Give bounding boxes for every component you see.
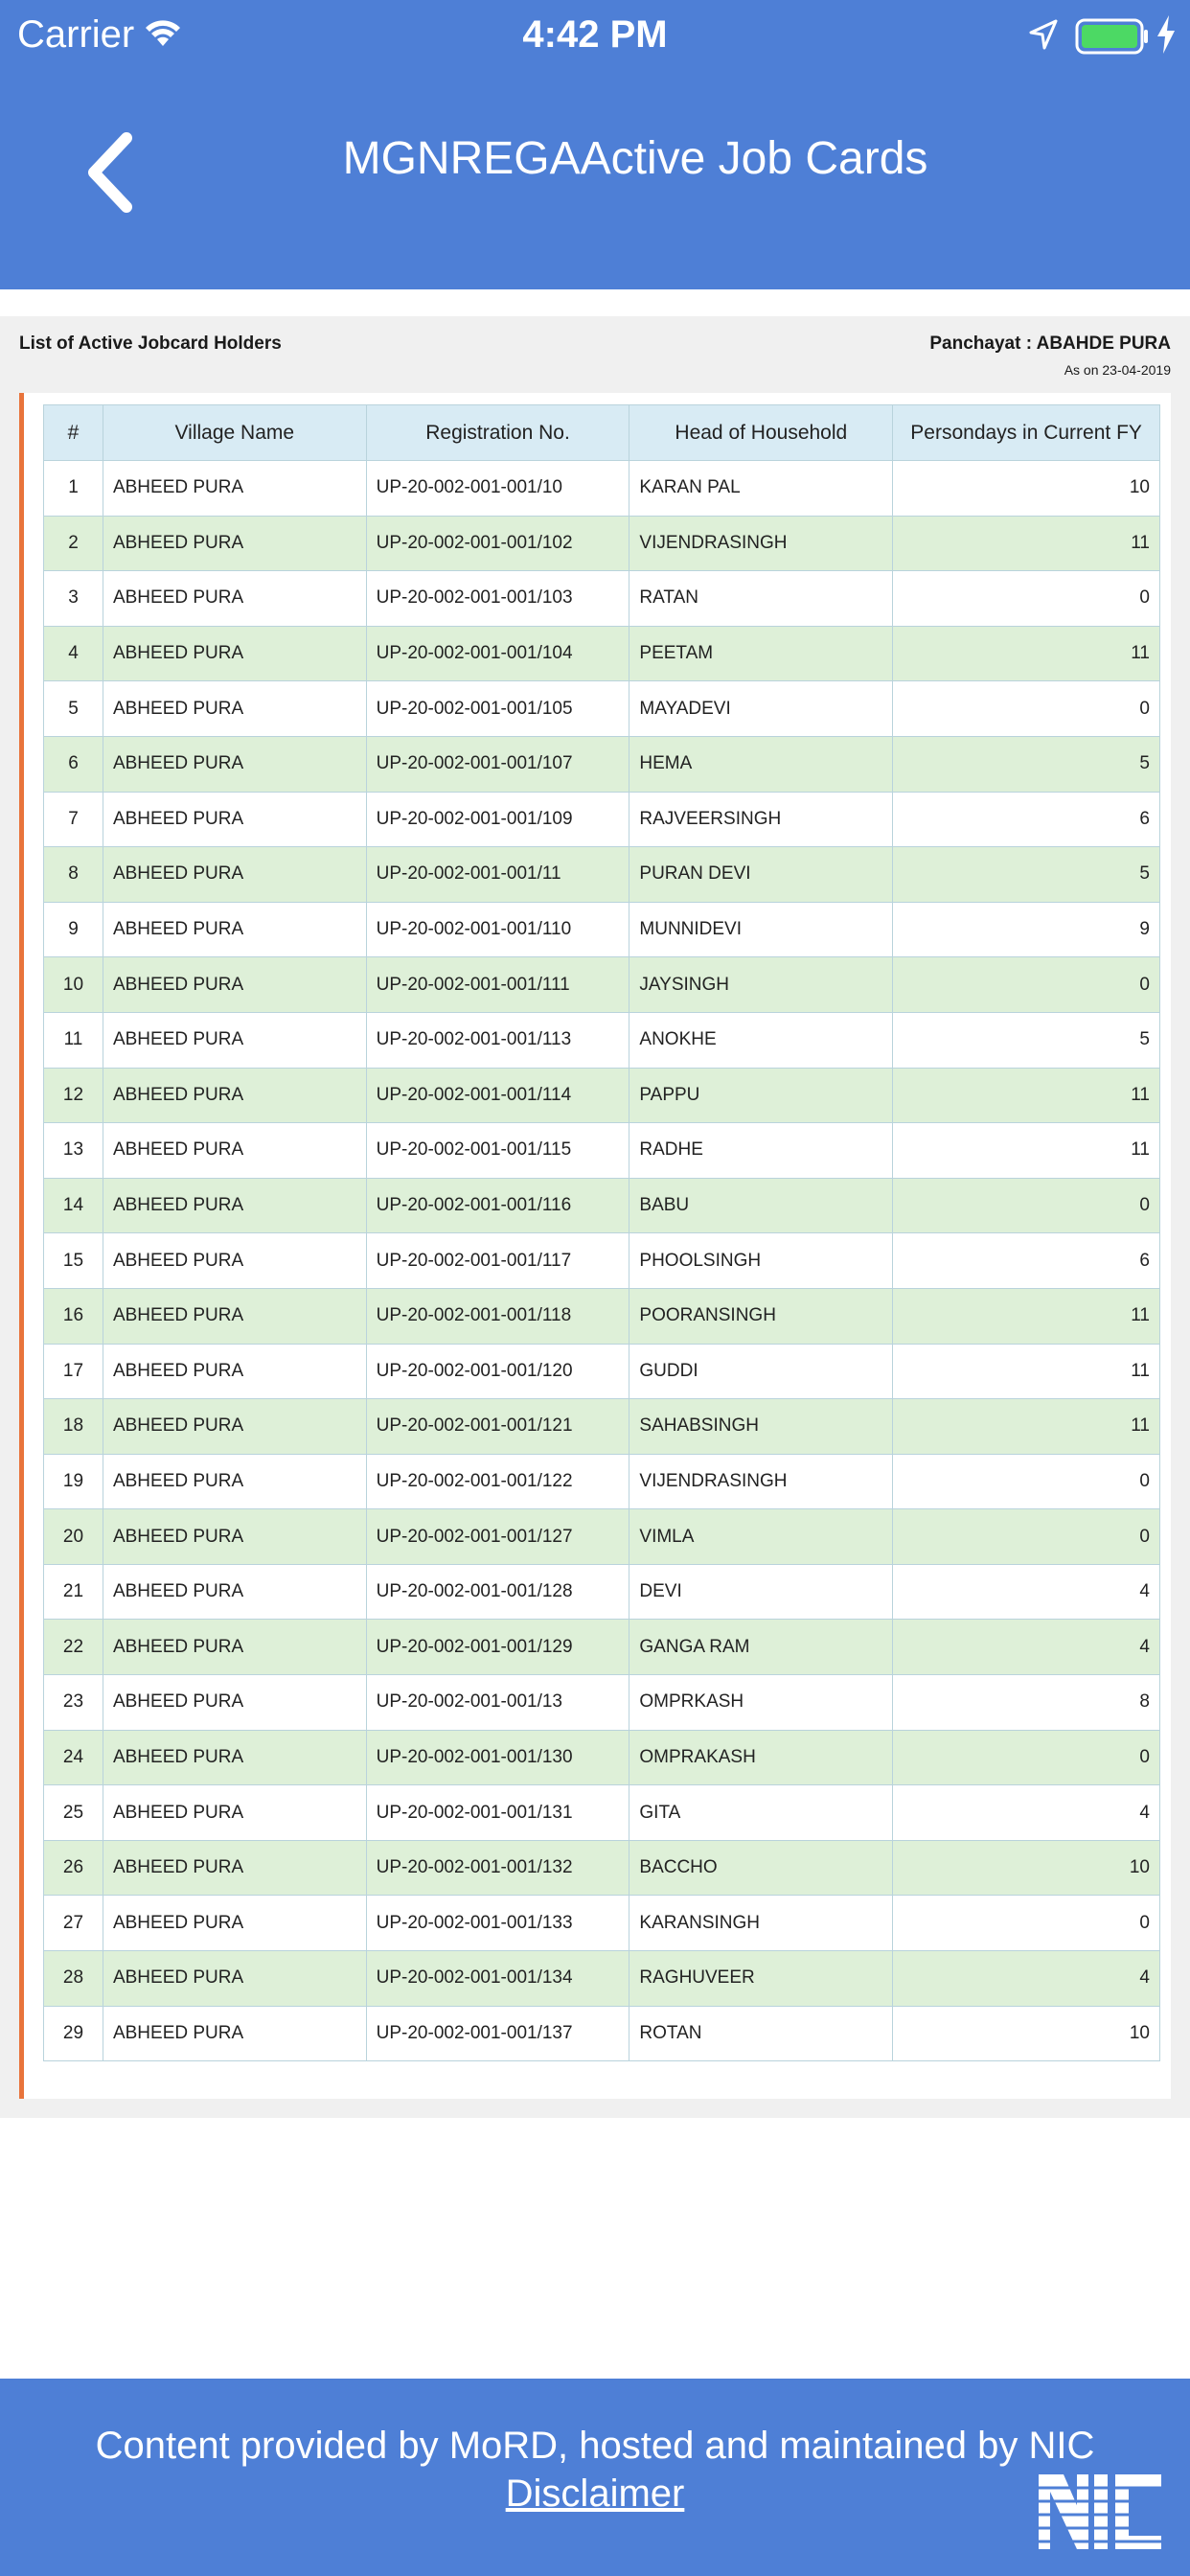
cell-household: RAGHUVEER (629, 1951, 893, 2007)
table-row (44, 461, 1160, 517)
cell-index: 29 (44, 2006, 103, 2061)
table-row (44, 1840, 1160, 1896)
cell-index: 13 (44, 1123, 103, 1179)
cell-village: ABHEED PURA (103, 1840, 366, 1896)
cell-index: 15 (44, 1233, 103, 1289)
cell-village: ABHEED PURA (103, 571, 366, 627)
cell-household: PHOOLSINGH (629, 1233, 893, 1289)
cell-village: ABHEED PURA (103, 1509, 366, 1565)
cell-registration: UP-20-002-001-001/131 (366, 1785, 629, 1841)
cell-index: 10 (44, 957, 103, 1013)
cell-household: MUNNIDEVI (629, 902, 893, 957)
cell-registration: UP-20-002-001-001/116 (366, 1178, 629, 1233)
cell-persondays: 10 (893, 1840, 1160, 1896)
footer-credit: Content provided by MoRD, hosted and maintained by NIC (95, 2425, 1095, 2467)
cell-registration: UP-20-002-001-001/120 (366, 1344, 629, 1399)
table-row (44, 1564, 1160, 1620)
cell-persondays: 5 (893, 847, 1160, 903)
table-row (44, 1454, 1160, 1509)
cell-persondays: 0 (893, 681, 1160, 737)
cell-persondays: 0 (893, 1454, 1160, 1509)
cell-index: 3 (44, 571, 103, 627)
cell-household: POORANSINGH (629, 1288, 893, 1344)
cell-persondays: 11 (893, 626, 1160, 681)
cell-persondays: 10 (893, 2006, 1160, 2061)
cell-registration: UP-20-002-001-001/104 (366, 626, 629, 681)
cell-registration: UP-20-002-001-001/114 (366, 1068, 629, 1123)
cell-registration: UP-20-002-001-001/113 (366, 1012, 629, 1068)
status-bar (0, 0, 1190, 73)
table-row (44, 1288, 1160, 1344)
cell-village: ABHEED PURA (103, 1564, 366, 1620)
status-time: 4:42 PM (522, 13, 668, 56)
cell-persondays: 0 (893, 1730, 1160, 1785)
cell-registration: UP-20-002-001-001/129 (366, 1620, 629, 1675)
table-row (44, 902, 1160, 957)
cell-village: ABHEED PURA (103, 1785, 366, 1841)
cell-registration: UP-20-002-001-001/118 (366, 1288, 629, 1344)
cell-village: ABHEED PURA (103, 957, 366, 1013)
cell-registration: UP-20-002-001-001/134 (366, 1951, 629, 2007)
cell-village: ABHEED PURA (103, 516, 366, 571)
cell-household: OMPRKASH (629, 1675, 893, 1731)
cell-index: 11 (44, 1012, 103, 1068)
table-row (44, 1951, 1160, 2007)
cell-registration: UP-20-002-001-001/117 (366, 1233, 629, 1289)
cell-registration: UP-20-002-001-001/121 (366, 1399, 629, 1455)
cell-persondays: 11 (893, 1344, 1160, 1399)
cell-household: RAJVEERSINGH (629, 792, 893, 847)
table-row (44, 1730, 1160, 1785)
cell-registration: UP-20-002-001-001/127 (366, 1509, 629, 1565)
cell-persondays: 5 (893, 1012, 1160, 1068)
cell-index: 28 (44, 1951, 103, 2007)
disclaimer-link[interactable]: Disclaimer (505, 2472, 685, 2515)
table-row (44, 516, 1160, 571)
cell-persondays: 4 (893, 1785, 1160, 1841)
jobcard-table (43, 404, 1160, 2061)
cell-persondays: 0 (893, 1896, 1160, 1951)
cell-persondays: 8 (893, 1675, 1160, 1731)
table-row (44, 1068, 1160, 1123)
cell-persondays: 11 (893, 1123, 1160, 1179)
as-on-date: As on 23-04-2019 (1064, 362, 1171, 378)
cell-registration: UP-20-002-001-001/10 (366, 461, 629, 517)
cell-persondays: 10 (893, 461, 1160, 517)
cell-village: ABHEED PURA (103, 1730, 366, 1785)
table-row (44, 626, 1160, 681)
location-arrow-icon (1029, 19, 1058, 50)
cell-household: VIJENDRASINGH (629, 1454, 893, 1509)
cell-registration: UP-20-002-001-001/132 (366, 1840, 629, 1896)
cell-index: 16 (44, 1288, 103, 1344)
app-header (0, 0, 1190, 289)
cell-persondays: 0 (893, 957, 1160, 1013)
cell-household: SAHABSINGH (629, 1399, 893, 1455)
cell-village: ABHEED PURA (103, 1344, 366, 1399)
cell-persondays: 4 (893, 1951, 1160, 2007)
cell-village: ABHEED PURA (103, 1951, 366, 2007)
table-row (44, 1896, 1160, 1951)
cell-household: BABU (629, 1178, 893, 1233)
cell-village: ABHEED PURA (103, 1454, 366, 1509)
cell-household: JAYSINGH (629, 957, 893, 1013)
page-title: MGNREGAActive Job Cards (342, 133, 928, 184)
cell-persondays: 11 (893, 1068, 1160, 1123)
column-header-registration: Registration No. (366, 405, 629, 461)
column-header-household: Head of Household (629, 405, 893, 461)
cell-persondays: 5 (893, 736, 1160, 792)
footer (0, 2379, 1190, 2576)
table-row (44, 1620, 1160, 1675)
cell-village: ABHEED PURA (103, 736, 366, 792)
cell-household: ROTAN (629, 2006, 893, 2061)
cell-registration: UP-20-002-001-001/130 (366, 1730, 629, 1785)
column-header-persondays: Persondays in Current FY (893, 405, 1160, 461)
cell-registration: UP-20-002-001-001/110 (366, 902, 629, 957)
cell-registration: UP-20-002-001-001/128 (366, 1564, 629, 1620)
list-title: List of Active Jobcard Holders (19, 334, 282, 354)
cell-index: 14 (44, 1178, 103, 1233)
cell-persondays: 6 (893, 792, 1160, 847)
cell-village: ABHEED PURA (103, 626, 366, 681)
nic-logo (1039, 2469, 1163, 2555)
cell-index: 22 (44, 1620, 103, 1675)
cell-village: ABHEED PURA (103, 1012, 366, 1068)
cell-registration: UP-20-002-001-001/133 (366, 1896, 629, 1951)
table-row (44, 1233, 1160, 1289)
cell-persondays: 0 (893, 571, 1160, 627)
cell-village: ABHEED PURA (103, 681, 366, 737)
table-row (44, 1399, 1160, 1455)
cell-persondays: 6 (893, 1233, 1160, 1289)
cell-village: ABHEED PURA (103, 1675, 366, 1731)
table-header-row (44, 405, 1160, 461)
cell-registration: UP-20-002-001-001/105 (366, 681, 629, 737)
cell-persondays: 11 (893, 1399, 1160, 1455)
cell-index: 4 (44, 626, 103, 681)
carrier-label: Carrier (17, 13, 135, 56)
cell-village: ABHEED PURA (103, 1123, 366, 1179)
cell-village: ABHEED PURA (103, 1288, 366, 1344)
cell-village: ABHEED PURA (103, 1233, 366, 1289)
table-row (44, 1123, 1160, 1179)
cell-registration: UP-20-002-001-001/122 (366, 1454, 629, 1509)
cell-persondays: 11 (893, 516, 1160, 571)
cell-household: DEVI (629, 1564, 893, 1620)
table-row (44, 1509, 1160, 1565)
cell-index: 12 (44, 1068, 103, 1123)
table-row (44, 1178, 1160, 1233)
cell-household: VIJENDRASINGH (629, 516, 893, 571)
cell-index: 17 (44, 1344, 103, 1399)
cell-index: 8 (44, 847, 103, 903)
cell-index: 25 (44, 1785, 103, 1841)
cell-household: RATAN (629, 571, 893, 627)
cell-village: ABHEED PURA (103, 792, 366, 847)
cell-village: ABHEED PURA (103, 847, 366, 903)
cell-persondays: 4 (893, 1620, 1160, 1675)
cell-index: 6 (44, 736, 103, 792)
cell-household: ANOKHE (629, 1012, 893, 1068)
table-row (44, 1344, 1160, 1399)
cell-registration: UP-20-002-001-001/13 (366, 1675, 629, 1731)
panchayat-label: Panchayat : ABAHDE PURA (929, 334, 1171, 354)
cell-registration: UP-20-002-001-001/137 (366, 2006, 629, 2061)
cell-index: 18 (44, 1399, 103, 1455)
cell-household: PURAN DEVI (629, 847, 893, 903)
cell-persondays: 4 (893, 1564, 1160, 1620)
cell-village: ABHEED PURA (103, 2006, 366, 2061)
cell-index: 23 (44, 1675, 103, 1731)
cell-household: KARANSINGH (629, 1896, 893, 1951)
table-container (19, 393, 1171, 2099)
cell-index: 9 (44, 902, 103, 957)
column-header-index: # (44, 405, 103, 461)
table-row (44, 2006, 1160, 2061)
cell-persondays: 9 (893, 902, 1160, 957)
cell-index: 24 (44, 1730, 103, 1785)
cell-index: 1 (44, 461, 103, 517)
cell-index: 20 (44, 1509, 103, 1565)
cell-persondays: 11 (893, 1288, 1160, 1344)
cell-registration: UP-20-002-001-001/11 (366, 847, 629, 903)
table-body (44, 461, 1160, 2061)
cell-index: 26 (44, 1840, 103, 1896)
table-row (44, 736, 1160, 792)
cell-index: 7 (44, 792, 103, 847)
cell-village: ABHEED PURA (103, 1178, 366, 1233)
cell-household: RADHE (629, 1123, 893, 1179)
cell-household: BACCHO (629, 1840, 893, 1896)
cell-registration: UP-20-002-001-001/115 (366, 1123, 629, 1179)
cell-village: ABHEED PURA (103, 461, 366, 517)
cell-registration: UP-20-002-001-001/103 (366, 571, 629, 627)
cell-index: 27 (44, 1896, 103, 1951)
cell-household: VIMLA (629, 1509, 893, 1565)
cell-index: 21 (44, 1564, 103, 1620)
cell-household: GANGA RAM (629, 1620, 893, 1675)
cell-index: 2 (44, 516, 103, 571)
cell-village: ABHEED PURA (103, 1620, 366, 1675)
table-row (44, 571, 1160, 627)
cell-household: PEETAM (629, 626, 893, 681)
header-spacer (0, 289, 1190, 316)
cell-index: 5 (44, 681, 103, 737)
cell-persondays: 0 (893, 1509, 1160, 1565)
cell-village: ABHEED PURA (103, 1399, 366, 1455)
cell-household: GUDDI (629, 1344, 893, 1399)
cell-registration: UP-20-002-001-001/109 (366, 792, 629, 847)
cell-village: ABHEED PURA (103, 1068, 366, 1123)
table-row (44, 957, 1160, 1013)
battery-icon (1075, 17, 1150, 56)
cell-household: MAYADEVI (629, 681, 893, 737)
column-header-village: Village Name (103, 405, 366, 461)
table-row (44, 1012, 1160, 1068)
cell-village: ABHEED PURA (103, 1896, 366, 1951)
table-row (44, 1675, 1160, 1731)
table-row (44, 792, 1160, 847)
cell-household: KARAN PAL (629, 461, 893, 517)
cell-household: OMPRAKASH (629, 1730, 893, 1785)
table-row (44, 847, 1160, 903)
cell-index: 19 (44, 1454, 103, 1509)
table-row (44, 681, 1160, 737)
cell-registration: UP-20-002-001-001/102 (366, 516, 629, 571)
cell-household: HEMA (629, 736, 893, 792)
table-row (44, 1785, 1160, 1841)
report-card (0, 316, 1190, 2118)
cell-registration: UP-20-002-001-001/107 (366, 736, 629, 792)
charging-bolt-icon (1156, 13, 1177, 56)
cell-village: ABHEED PURA (103, 902, 366, 957)
cell-household: PAPPU (629, 1068, 893, 1123)
cell-persondays: 0 (893, 1178, 1160, 1233)
cell-household: GITA (629, 1785, 893, 1841)
cell-registration: UP-20-002-001-001/111 (366, 957, 629, 1013)
